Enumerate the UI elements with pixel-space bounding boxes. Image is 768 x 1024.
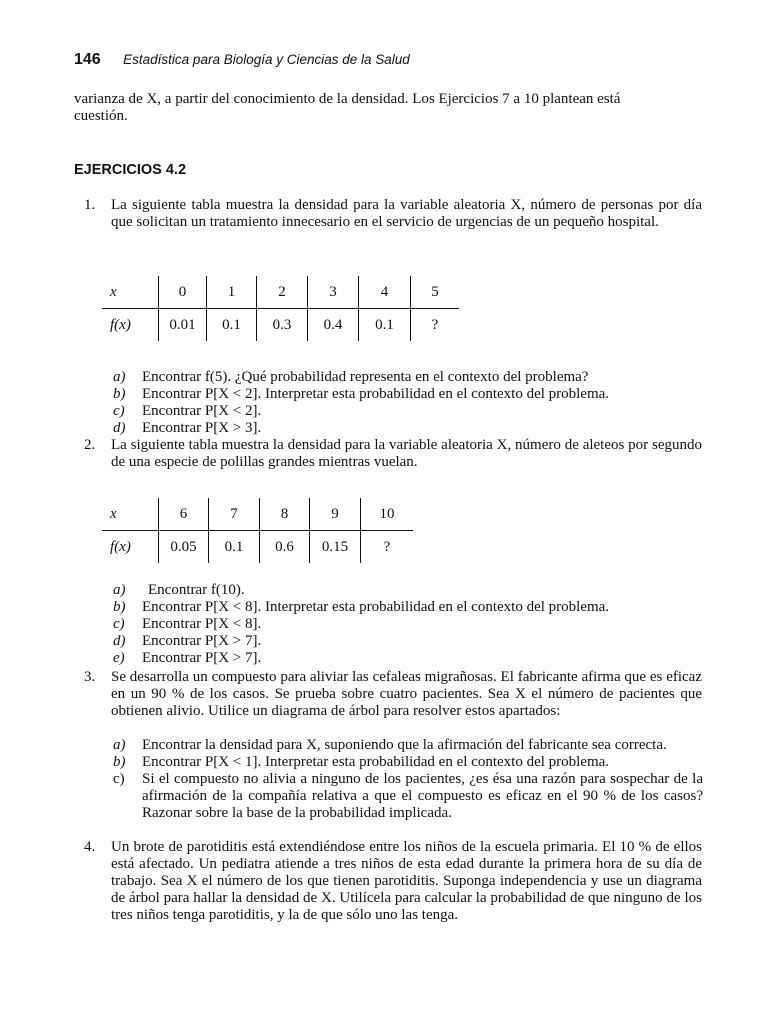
exercise-1-parts <box>113 369 703 437</box>
intro-paragraph <box>74 91 702 125</box>
exercise-3-text: Se desarrolla un compuesto para aliviar las cefaleas migrañosas. El fabricante afirma que es eficaz en un 90 % de los casos. Se prueba sobre cuatro pacientes. Sea X el número de pacientes que obtienen alivio. Utilice un diagrama de árbol para resolver estos apartados: <box>111 669 702 719</box>
table-1-x-cell: 0 <box>159 276 207 309</box>
exercise-2-part-e: e) Encontrar P[X > 7]. <box>113 650 262 666</box>
table-1-x-cell: 3 <box>308 276 359 309</box>
exercise-2-parts <box>113 582 703 667</box>
exercise-2-part-c: c) Encontrar P[X < 8]. <box>113 616 262 632</box>
table-2-x-label: x <box>102 498 159 531</box>
book-title: Estadística para Biología y Ciencias de la Salud <box>123 52 410 67</box>
table-2-f-label: f(x) <box>110 538 131 555</box>
page-number: 146 <box>74 51 101 68</box>
exercise-2-part-a: a) Encontrar f(10). <box>113 582 245 598</box>
exercise-3-part-b: b) Encontrar P[X < 1]. Interpretar esta probabilidad en el contexto del problema. <box>113 754 610 770</box>
table-1-f-cell: 0.3 <box>257 309 308 342</box>
table-2-f-cell: 0.15 <box>310 531 361 564</box>
table-2-x-cell: 8 <box>260 498 310 531</box>
exercise-4-text: Un brote de parotiditis está extendiéndose entre los niños de la escuela primaria. El 10 % de ellos está afectado. Un pediatra atiende a tres niños de esta edad durante la primera hora de su día de trabajo. Sea X el número de los que tienen parotiditis. Suponga independencia y use un diagrama de árbol para hallar la densidad de X. Utilícela para calcular la probabilidad de que ninguno de los tres niños tenga parotiditis, y la de que sólo uno las tenga. <box>111 839 702 923</box>
exercise-3-part-c: c) Si el compuesto no alivia a ninguno de los pacientes, ¿es ésa una razón para sospechar de la afirmación de la compañía relativa a que el compuesto es eficaz en el 90 % de los casos? Razonar sobre la base de la probabilidad implicada. <box>113 771 703 821</box>
table-2-f-cell: 0.1 <box>209 531 260 564</box>
table-1-f-cell: ? <box>411 309 460 342</box>
table-1-f-cell: 0.4 <box>308 309 359 342</box>
exercise-2-part-d: d) Encontrar P[X > 7]. <box>113 633 262 649</box>
table-2-f-cell: ? <box>361 531 414 564</box>
exercise-2-part-b: b) Encontrar P[X < 8]. Interpretar esta probabilidad en el contexto del problema. <box>113 599 610 615</box>
exercise-1-number: 1. <box>84 197 96 213</box>
table-1-x-label: x <box>102 276 159 309</box>
table-2-f-cell: 0.05 <box>159 531 209 564</box>
exercise-2-table <box>102 498 413 563</box>
exercise-1-part-d: d) Encontrar P[X > 3]. <box>113 420 262 436</box>
exercise-2-number: 2. <box>84 437 96 453</box>
table-2-x-cell: 10 <box>361 498 414 531</box>
exercise-3-number: 3. <box>84 669 96 685</box>
exercise-1-part-c: c) Encontrar P[X < 2]. <box>113 403 262 419</box>
table-2-x-cell: 6 <box>159 498 209 531</box>
table-1-f-cell: 0.1 <box>207 309 257 342</box>
table-1-x-cell: 4 <box>359 276 411 309</box>
intro-line-1: varianza de X, a partir del conocimiento de la densidad. Los Ejercicios 7 a 10 plantean está <box>74 91 621 107</box>
exercise-1-table <box>102 276 459 341</box>
exercise-2-text: La siguiente tabla muestra la densidad para la variable aleatoria X, número de aleteos por segundo de una especie de polillas grandes mientras vuelan. <box>111 437 702 470</box>
table-2-f-cell: 0.6 <box>260 531 310 564</box>
table-2-x-cell: 7 <box>209 498 260 531</box>
exercise-1-part-b: b) Encontrar P[X < 2]. Interpretar esta probabilidad en el contexto del problema. <box>113 386 610 402</box>
table-1-f-cell: 0.01 <box>159 309 207 342</box>
exercise-3-part-a: a) Encontrar la densidad para X, suponiendo que la afirmación del fabricante sea correcta. <box>113 737 667 753</box>
exercise-4-number: 4. <box>84 839 96 855</box>
table-1-f-cell: 0.1 <box>359 309 411 342</box>
running-header <box>74 51 410 69</box>
table-2-x-cell: 9 <box>310 498 361 531</box>
table-1-f-label: f(x) <box>110 316 131 333</box>
exercise-1-text: La siguiente tabla muestra la densidad para la variable aleatoria X, número de personas por día que solicitan un tratamiento innecesario en el servicio de urgencias de un pequeño hospital. <box>111 197 702 230</box>
table-1-x-cell: 1 <box>207 276 257 309</box>
table-1-x-cell: 5 <box>411 276 460 309</box>
section-title: EJERCICIOS 4.2 <box>74 162 187 178</box>
table-1-x-cell: 2 <box>257 276 308 309</box>
exercise-1-part-a: a) Encontrar f(5). ¿Qué probabilidad representa en el contexto del problema? <box>113 369 589 385</box>
intro-line-2: cuestión. <box>74 108 128 124</box>
exercise-3-parts <box>113 737 703 822</box>
